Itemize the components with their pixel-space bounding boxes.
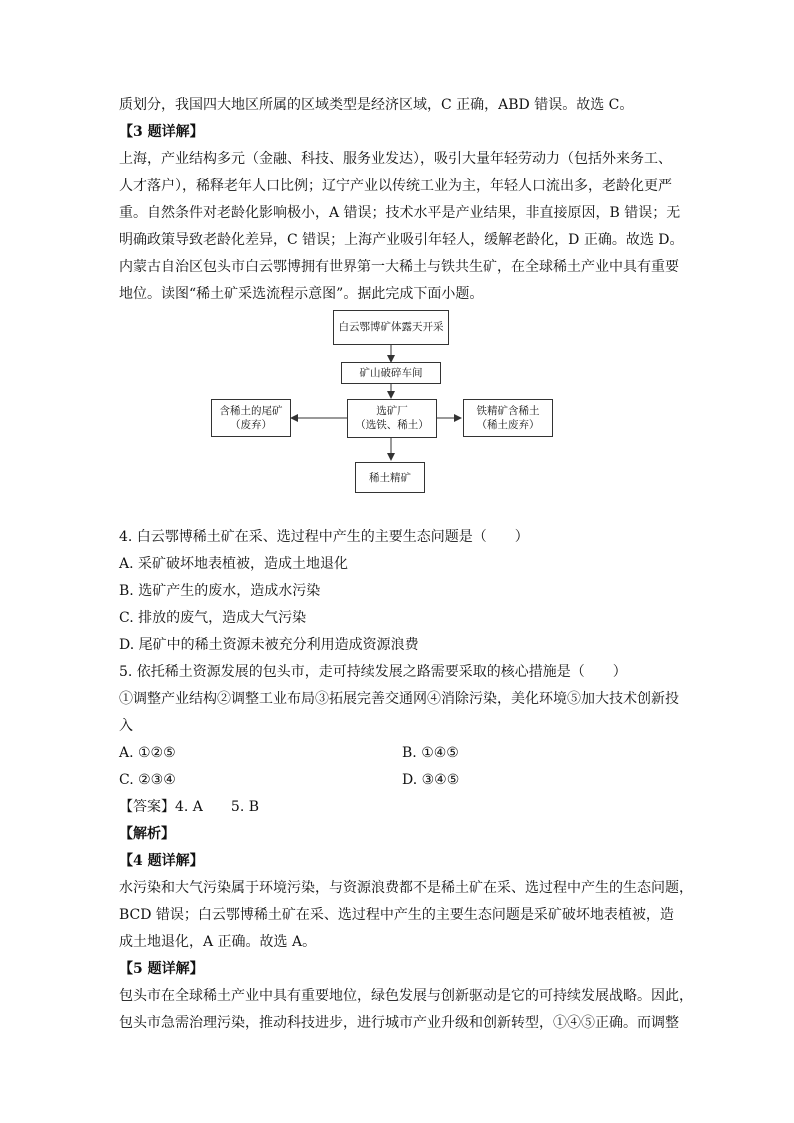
question-4-option-d: D. 尾矿中的稀土资源未被充分利用造成资源浪费 (119, 637, 419, 653)
question-5-items: ①调整产业结构②调整工业布局③拓展完善交通网④消除污染，美化环境⑤加大技术创新投 (119, 691, 679, 707)
question-5-option-a: A. ①②⑤ (119, 745, 176, 761)
crushing-label: 矿山破碎车间 (359, 367, 423, 379)
question-4-stem: 4. 白云鄂博稀土矿在采、选过程中产生的主要生态问题是（ ） (119, 529, 529, 545)
question-4-option-b: B. 选矿产生的废水，造成水污染 (119, 583, 321, 599)
text-line: 明确政策导致老龄化差异，C 错误；上海产业吸引年轻人，缓解老龄化，D 正确。故选 D。 (119, 232, 684, 248)
q4-detail-heading: 【4 题详解】 (119, 853, 204, 869)
mining-label: 白云鄂博矿体露天开采 (338, 321, 444, 333)
text-line: 成土地退化，A 正确。故选 A。 (119, 934, 317, 950)
flow-diagram (119, 310, 685, 520)
question-5-options-row1 (119, 740, 685, 767)
question-4-option-c: C. 排放的废气，造成大气污染 (119, 610, 307, 626)
tailings-label: 含稀土的尾矿 (219, 405, 283, 417)
question-5-option-b: B. ①④⑤ (402, 745, 459, 761)
tailings-box (211, 399, 291, 437)
iron-concentrate-label: 铁精矿含稀土 (476, 405, 540, 417)
question-5-option-d: D. ③④⑤ (402, 772, 460, 788)
text-line: 重。自然条件对老龄化影响极小，A 错误；技术水平是产业结果，非直接原因，B 错误；无 (119, 205, 681, 221)
text-line: 上海，产业结构多元（金融、科技、服务业发达），吸引大量年轻劳动力（包括外来务工、 (119, 151, 672, 167)
text-line: 水污染和大气污染属于环境污染，与资源浪费都不是稀土矿在采、选过程中产生的生态问题， (119, 880, 693, 896)
question-5-stem: 5. 依托稀土资源发展的包头市，走可持续发展之路需要采取的核心措施是（ ） (119, 664, 627, 680)
question-5-items-cont: 入 (119, 718, 133, 734)
question-4-option-a: A. 采矿破坏地表植被，造成土地退化 (119, 556, 349, 572)
question-5-option-c: C. ②③④ (119, 772, 176, 788)
processing-plant-sublabel: （选铁、稀土） (355, 419, 429, 431)
iron-concentrate-box (463, 399, 553, 437)
text-line: 人才落户），稀释老年人口比例；辽宁产业以传统工业为主，年轻人口流出多，老龄化更严 (119, 178, 672, 194)
analysis-heading: 【解析】 (119, 826, 175, 842)
iron-concentrate-sublabel: （稀土废弃） (476, 419, 540, 431)
text-line: 质划分，我国四大地区所属的区域类型是经济区域，C 正确，ABD 错误。故选 C。 (119, 97, 634, 113)
text-line: BCD 错误；白云鄂博稀土矿在采、选过程中产生的主要生态问题是采矿破坏地表植被，造 (119, 907, 674, 923)
text-line: 包头市在全球稀土产业中具有重要地位，绿色发展与创新驱动是它的可持续发展战略。因此， (119, 988, 693, 1004)
processing-plant-box (347, 399, 437, 438)
crushing-box (341, 362, 441, 384)
text-line: 地位。读图“稀土矿采选流程示意图”。据此完成下面小题。 (119, 286, 484, 302)
question-5-options-row2 (119, 767, 685, 794)
rare-earth-concentrate-box (355, 462, 425, 493)
document-page (119, 92, 693, 1037)
tailings-sublabel: （废弃） (230, 419, 272, 431)
section-heading: 【3 题详解】 (119, 124, 204, 140)
text-line: 内蒙古自治区包头市白云鄂博拥有世界第一大稀土与铁共生矿，在全球稀土产业中具有重要 (119, 259, 679, 275)
mining-box (333, 310, 449, 345)
processing-plant-label: 选矿厂 (376, 405, 408, 417)
q5-detail-heading: 【5 题详解】 (119, 961, 204, 977)
rare-earth-concentrate-label: 稀土精矿 (369, 472, 411, 484)
answer-line: 【答案】4. A 5. B (119, 799, 260, 815)
text-line: 包头市急需治理污染，推动科技进步，进行城市产业升级和创新转型，①④⑤正确。而调整 (119, 1015, 679, 1031)
